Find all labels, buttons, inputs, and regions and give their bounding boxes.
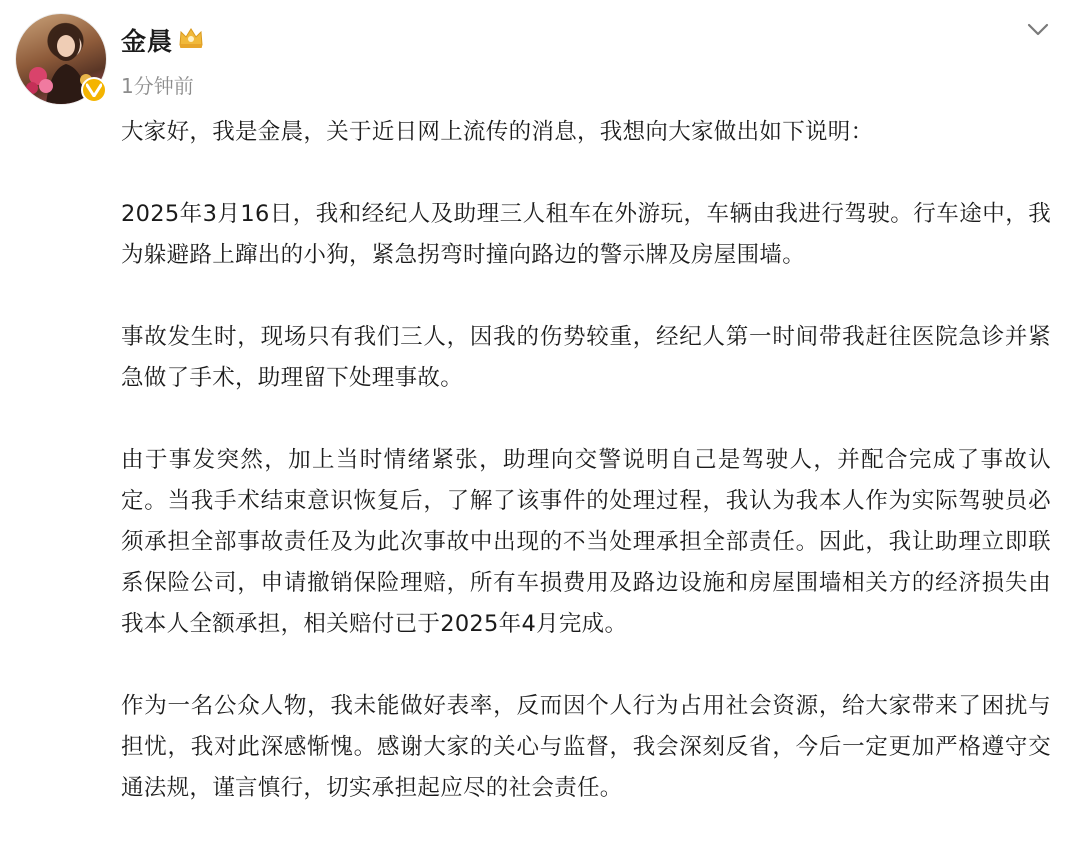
more-options-button[interactable] xyxy=(1023,16,1053,42)
post-body xyxy=(121,112,1051,809)
author-name[interactable]: 金晨 xyxy=(121,27,174,56)
avatar-container[interactable] xyxy=(15,13,107,105)
post-timestamp: 1分钟前 xyxy=(121,74,194,98)
post-paragraph: 作为一名公众人物，我未能做好表率，反而因个人行为占用社会资源，给大家带来了困扰与担忧，我对此深感惭愧。感谢大家的关心与监督，我会深刻反省，今后一定更加严格遵守交通法规，谨言慎行，切实承担起应尽的社会责任。 xyxy=(121,693,1051,801)
post-paragraph: 事故发生时，现场只有我们三人，因我的伤势较重，经纪人第一时间带我赶往医院急诊并紧急做了手术，助理留下处理事故。 xyxy=(121,324,1051,391)
member-crown-icon[interactable] xyxy=(177,25,205,51)
chevron-down-icon xyxy=(1023,16,1053,42)
post-paragraph: 大家好，我是金晨，关于近日网上流传的消息，我想向大家做出如下说明： xyxy=(121,119,874,145)
post-paragraph: 由于事发突然，加上当时情绪紧张，助理向交警说明自己是驾驶人，并配合完成了事故认定。当我手术结束意识恢复后，了解了该事件的处理过程，我认为我本人作为实际驾驶员必须承担全部事故责任及为此次事故中出现的不当处理承担全部责任。因此，我让助理立即联系保险公司，申请撤销保险理赔，所有车损费用及路边设施和房屋围墙相关方的经济损失由我本人全额承担，相关赔付已于2025年4月完成。 xyxy=(121,447,1051,637)
post-paragraph: 2025年3月16日，我和经纪人及助理三人租车在外游玩，车辆由我进行驾驶。行车途中，我为躲避路上蹿出的小狗，紧急拐弯时撞向路边的警示牌及房屋围墙。 xyxy=(121,201,1051,268)
verified-v-icon xyxy=(81,77,107,103)
